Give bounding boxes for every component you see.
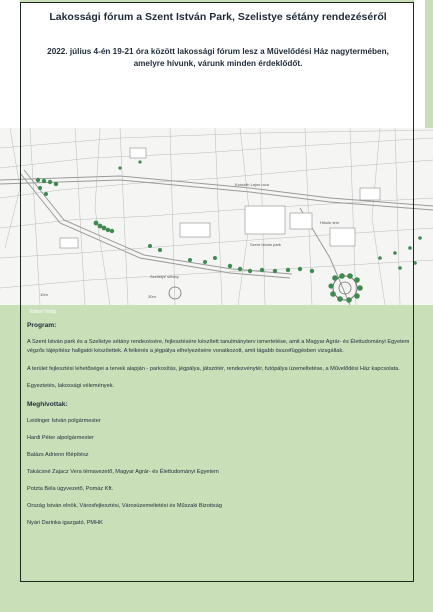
map-label-scale-30: 30m	[148, 294, 156, 299]
invited-person: Nyári Darinka igazgató, PMHK	[27, 520, 103, 526]
invited-person: Balázs Adrienn főépítész	[27, 452, 89, 458]
announcement-line-1: 2022. július 4-én 19-21 óra között lakossági fórum lesz a Művelődési Ház nagytermében,	[47, 47, 389, 56]
invited-heading: Meghívottak:	[27, 401, 68, 408]
program-heading: Program:	[27, 322, 57, 329]
program-paragraph-2: A terület fejlesztési lehetőségei a tervek alapján - parkosítás, jégpálya, játszótér, rendezvénytér, futópálya üzemeltetése, a Művelődési Ház kapcsolata.	[27, 366, 400, 372]
map-label-park: Szent István park	[250, 242, 281, 247]
map-label-promenade: Szelistye sétány	[150, 274, 179, 279]
map-label-square: Hősök tere	[320, 220, 340, 225]
announcement-line-2: amelyre hívunk, várunk minden érdeklődőt.	[133, 59, 303, 68]
invited-person: Ország István elnök, Városfejlesztési, Városüzemeltetési és Műszaki Bizottság	[27, 503, 222, 509]
map-label-scale-10: 10m	[40, 292, 48, 297]
invited-person: Leidinger István polgármester	[27, 418, 101, 424]
invited-person: Potzta Béla ügyvezető, Pomáz Kft.	[27, 486, 114, 492]
decorative-green-strip	[425, 0, 433, 130]
invited-person: Takácsné Zajacz Vera témavezető, Magyar Agrár- és Élettudományi Egyetem	[27, 469, 219, 475]
program-paragraph-3: Egyeztetés, lakossági vélemények.	[27, 383, 115, 389]
page-title: Lakossági fórum a Szent István Park, Szelistye sétány rendezéséről	[49, 11, 387, 23]
map-label-street: Kossuth Lajos utca	[235, 182, 269, 187]
document-border	[20, 2, 414, 582]
map-credit: Ertesi Virág	[30, 309, 56, 315]
invited-person: Hardi Péter alpolgármester	[27, 435, 94, 441]
program-paragraph-1: A Szent István park és a Szelistye sétány rendezésére, fejlesztésére készített tanulmányterv ismertetése, amit a Magyar Agrár- és Élettudományi Egyetem végzős tájépítész hallgatói készítettek. A felkérés a jégpálya elhelyezésére vonatkozott, amit tágabb összefüggésben vizsgáltak.	[27, 339, 410, 354]
